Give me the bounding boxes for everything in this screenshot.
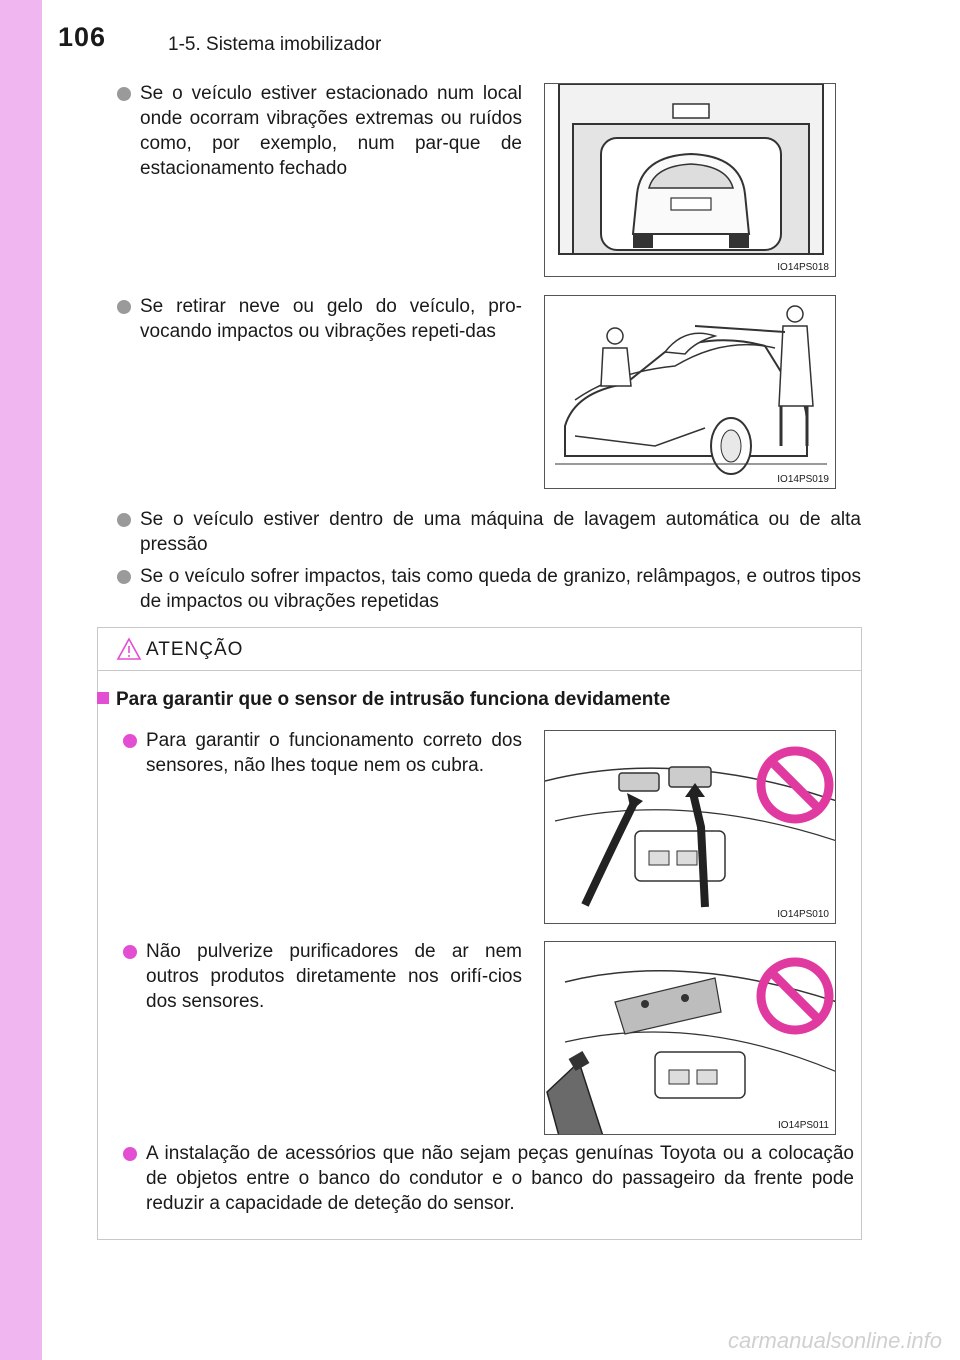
warning-subheading bbox=[100, 689, 670, 711]
bullet-text: Se retirar neve ou gelo do veículo, pro-vocando impactos ou vibrações repeti-das bbox=[140, 296, 522, 342]
bullet-text: Para garantir o funcionamento correto dos sensores, não lhes toque nem os cubra. bbox=[146, 730, 522, 776]
warning-triangle-icon bbox=[116, 637, 142, 661]
figure-code: IO14PS011 bbox=[778, 1120, 829, 1131]
bullet-text: Se o veículo sofrer impactos, tais como queda de granizo, relâmpagos, e outros tipos de impactos ou vibrações repetidas bbox=[140, 566, 861, 612]
bullet-text: A instalação de acessórios que não sejam peças genuínas Toyota ou a colocação de objetos entre o banco do condutor e o banco do passageiro da frente pode reduzir a capacidade de deteção do sensor. bbox=[146, 1143, 854, 1214]
warning-item-spray bbox=[122, 939, 522, 1014]
bullet-text: Se o veículo estiver estacionado num local onde ocorram vibrações extremas ou ruídos como, por exemplo, num par-que de estacionamento fechado bbox=[140, 83, 522, 179]
bullet-dot-icon bbox=[123, 734, 137, 748]
bullet-item-impacts bbox=[116, 564, 861, 614]
bullet-dot-icon bbox=[117, 513, 131, 527]
figure-code: IO14PS018 bbox=[777, 262, 829, 273]
warning-title: ATENÇÃO bbox=[146, 639, 244, 660]
bullet-dot-icon bbox=[117, 87, 131, 101]
snow-removal-illustration bbox=[545, 296, 836, 489]
warning-item-touch bbox=[122, 728, 522, 778]
page-number: 106 bbox=[58, 22, 107, 52]
bullet-text: Não pulverize purificadores de ar nem outros produtos diretamente nos orifí-cios dos sensores. bbox=[146, 941, 522, 1012]
section-title: 1-5. Sistema imobilizador bbox=[168, 34, 382, 55]
bullet-text: Se o veículo estiver dentro de uma máquina de lavagem automática ou de alta pressão bbox=[140, 509, 861, 555]
figure-sensor-touch bbox=[544, 730, 836, 924]
car-wash-illustration bbox=[545, 84, 836, 277]
bullet-dot-icon bbox=[123, 945, 137, 959]
side-color-band bbox=[0, 0, 42, 1360]
bullet-dot-icon bbox=[117, 570, 131, 584]
bullet-item-snow bbox=[116, 294, 522, 344]
warning-header bbox=[98, 628, 861, 671]
figure-snow-removal bbox=[544, 295, 836, 489]
figure-code: IO14PS019 bbox=[777, 474, 829, 485]
subheading-text: Para garantir que o sensor de intrusão funciona devidamente bbox=[116, 689, 671, 710]
ceiling-sensor-prohibited-illustration bbox=[545, 731, 836, 924]
bullet-dot-icon bbox=[123, 1147, 137, 1161]
bullet-item-car-wash bbox=[116, 507, 861, 557]
figure-code: IO14PS010 bbox=[777, 909, 829, 920]
figure-car-wash bbox=[544, 83, 836, 277]
square-bullet-icon bbox=[97, 692, 109, 704]
warning-item-accessories bbox=[122, 1141, 854, 1216]
watermark: carmanualsonline.info bbox=[727, 1328, 942, 1353]
figure-sensor-spray bbox=[544, 941, 836, 1135]
bullet-dot-icon bbox=[117, 300, 131, 314]
spray-sensor-prohibited-illustration bbox=[545, 942, 836, 1135]
bullet-item-parking bbox=[116, 81, 522, 181]
